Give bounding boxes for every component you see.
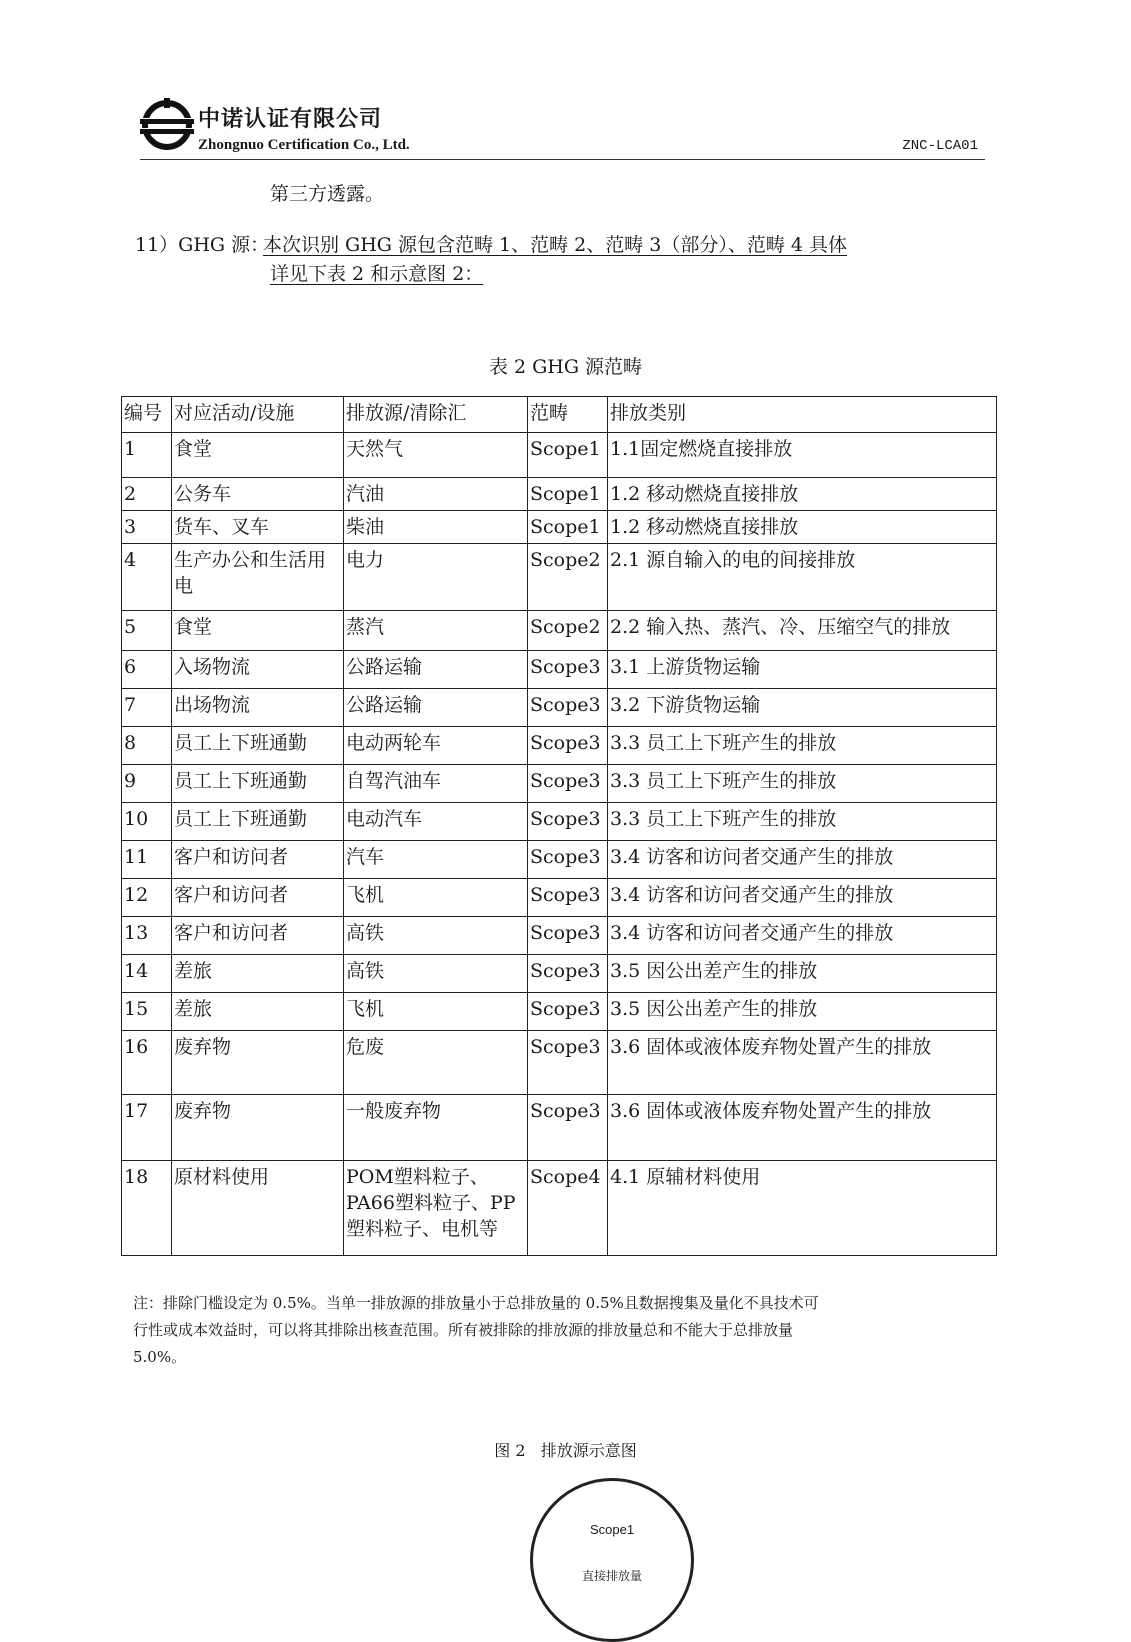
table-row xyxy=(122,993,997,1031)
row-source: 高铁 xyxy=(344,917,528,955)
item-11-prefix: 11）GHG 源： xyxy=(135,234,270,256)
row-number: 14 xyxy=(122,955,172,993)
row-category: 3.1 上游货物运输 xyxy=(608,651,997,689)
row-category: 1.2 移动燃烧直接排放 xyxy=(608,511,997,544)
row-source: 电力 xyxy=(344,544,528,611)
table-row xyxy=(122,511,997,544)
note-line-2: 行性或成本效益时，可以将其排除出核查范围。所有被排除的排放源的排放量总和不能大于总排放量 xyxy=(133,1321,794,1339)
row-scope: Scope1 xyxy=(528,478,608,511)
row-scope: Scope2 xyxy=(528,544,608,611)
row-number: 8 xyxy=(122,727,172,765)
row-scope: Scope3 xyxy=(528,993,608,1031)
row-source: 汽车 xyxy=(344,841,528,879)
row-activity: 客户和访问者 xyxy=(172,879,344,917)
ghg-source-table xyxy=(121,396,997,1256)
row-scope: Scope4 xyxy=(528,1161,608,1256)
row-scope: Scope3 xyxy=(528,841,608,879)
row-category: 3.6 固体或液体废弃物处置产生的排放 xyxy=(608,1095,997,1161)
row-source: 柴油 xyxy=(344,511,528,544)
row-source: 公路运输 xyxy=(344,651,528,689)
row-activity: 客户和访问者 xyxy=(172,841,344,879)
header-activity: 对应活动/设施 xyxy=(172,397,344,433)
row-number: 11 xyxy=(122,841,172,879)
row-number: 18 xyxy=(122,1161,172,1256)
note-line-1: 注：排除门槛设定为 0.5%。当单一排放源的排放量小于总排放量的 0.5%且数据搜集及量化不具技术可 xyxy=(133,1294,819,1312)
row-activity: 出场物流 xyxy=(172,689,344,727)
row-scope: Scope3 xyxy=(528,1031,608,1095)
table-row xyxy=(122,544,997,611)
header-source: 排放源/清除汇 xyxy=(344,397,528,433)
company-name-cn: 中诺认证有限公司 xyxy=(198,107,383,132)
row-scope: Scope2 xyxy=(528,611,608,651)
item-11-line-1: 本次识别 GHG 源包含范畴 1、范畴 2、范畴 3（部分）、范畴 4 具体 xyxy=(263,234,848,256)
table-row xyxy=(122,803,997,841)
row-number: 10 xyxy=(122,803,172,841)
row-source: 自驾汽油车 xyxy=(344,765,528,803)
row-activity: 差旅 xyxy=(172,993,344,1031)
row-number: 15 xyxy=(122,993,172,1031)
row-category: 1.2 移动燃烧直接排放 xyxy=(608,478,997,511)
row-source: 公路运输 xyxy=(344,689,528,727)
row-activity: 食堂 xyxy=(172,611,344,651)
row-activity: 废弃物 xyxy=(172,1095,344,1161)
row-category: 3.3 员工上下班产生的排放 xyxy=(608,765,997,803)
row-activity: 公务车 xyxy=(172,478,344,511)
header-number: 编号 xyxy=(122,397,172,433)
row-activity: 差旅 xyxy=(172,955,344,993)
table-row xyxy=(122,1161,997,1256)
row-category: 3.4 访客和访问者交通产生的排放 xyxy=(608,879,997,917)
row-number: 9 xyxy=(122,765,172,803)
row-category: 3.6 固体或液体废弃物处置产生的排放 xyxy=(608,1031,997,1095)
row-category: 1.1固定燃烧直接排放 xyxy=(608,433,997,478)
row-number: 7 xyxy=(122,689,172,727)
table-title: 表 2 GHG 源范畴 xyxy=(488,356,643,378)
row-activity: 货车、叉车 xyxy=(172,511,344,544)
company-name-en: Zhongnuo Certification Co., Ltd. xyxy=(198,137,410,153)
table-row xyxy=(122,955,997,993)
row-number: 12 xyxy=(122,879,172,917)
row-number: 5 xyxy=(122,611,172,651)
item-11-line-2: 详见下表 2 和示意图 2： xyxy=(270,263,484,285)
row-scope: Scope3 xyxy=(528,803,608,841)
row-number: 16 xyxy=(122,1031,172,1095)
row-scope: Scope3 xyxy=(528,917,608,955)
scope1-label: Scope1 xyxy=(589,1522,635,1537)
row-activity: 员工上下班通勤 xyxy=(172,803,344,841)
row-source: 蒸汽 xyxy=(344,611,528,651)
row-category: 3.2 下游货物运输 xyxy=(608,689,997,727)
table-row xyxy=(122,651,997,689)
row-activity: 入场物流 xyxy=(172,651,344,689)
row-number: 4 xyxy=(122,544,172,611)
note-line-3: 5.0%。 xyxy=(133,1348,187,1366)
row-source: 危废 xyxy=(344,1031,528,1095)
document-code: ZNC-LCA01 xyxy=(902,138,978,154)
row-category: 3.3 员工上下班产生的排放 xyxy=(608,727,997,765)
row-scope: Scope1 xyxy=(528,433,608,478)
row-number: 6 xyxy=(122,651,172,689)
table-row xyxy=(122,433,997,478)
row-scope: Scope3 xyxy=(528,765,608,803)
row-category: 2.1 源自输入的电的间接排放 xyxy=(608,544,997,611)
header-category: 排放类别 xyxy=(608,397,997,433)
row-activity: 员工上下班通勤 xyxy=(172,765,344,803)
row-activity: 员工上下班通勤 xyxy=(172,727,344,765)
row-source: 飞机 xyxy=(344,993,528,1031)
exclusion-note xyxy=(133,1290,983,1371)
table-row xyxy=(122,727,997,765)
row-number: 2 xyxy=(122,478,172,511)
row-scope: Scope1 xyxy=(528,511,608,544)
row-category: 2.2 输入热、蒸汽、冷、压缩空气的排放 xyxy=(608,611,997,651)
scope1-circle xyxy=(530,1478,694,1642)
table-row xyxy=(122,478,997,511)
row-scope: Scope3 xyxy=(528,1095,608,1161)
table-row xyxy=(122,917,997,955)
row-number: 17 xyxy=(122,1095,172,1161)
row-source: 电动两轮车 xyxy=(344,727,528,765)
row-category: 3.4 访客和访问者交通产生的排放 xyxy=(608,841,997,879)
row-category: 3.5 因公出差产生的排放 xyxy=(608,955,997,993)
table-row xyxy=(122,689,997,727)
row-number: 1 xyxy=(122,433,172,478)
row-activity: 生产办公和生活用电 xyxy=(172,544,344,611)
table-row xyxy=(122,765,997,803)
row-scope: Scope3 xyxy=(528,727,608,765)
scope1-sublabel: 直接排放量 xyxy=(581,1569,642,1583)
row-activity: 原材料使用 xyxy=(172,1161,344,1256)
row-scope: Scope3 xyxy=(528,651,608,689)
row-number: 3 xyxy=(122,511,172,544)
table-row xyxy=(122,611,997,651)
header-scope: 范畴 xyxy=(528,397,608,433)
table-header-row xyxy=(122,397,997,433)
row-source: 飞机 xyxy=(344,879,528,917)
table-row xyxy=(122,1095,997,1161)
row-scope: Scope3 xyxy=(528,689,608,727)
row-source: 电动汽车 xyxy=(344,803,528,841)
row-source: POM塑料粒子、PA66塑料粒子、PP塑料粒子、电机等 xyxy=(344,1161,528,1256)
row-source: 天然气 xyxy=(344,433,528,478)
row-scope: Scope3 xyxy=(528,955,608,993)
row-activity: 废弃物 xyxy=(172,1031,344,1095)
row-scope: Scope3 xyxy=(528,879,608,917)
table-row xyxy=(122,879,997,917)
header-divider xyxy=(140,159,985,160)
row-source: 高铁 xyxy=(344,955,528,993)
row-category: 3.5 因公出差产生的排放 xyxy=(608,993,997,1031)
row-category: 3.4 访客和访问者交通产生的排放 xyxy=(608,917,997,955)
continuation-text: 第三方透露。 xyxy=(270,183,385,205)
company-logo-icon xyxy=(140,98,194,152)
row-category: 3.3 员工上下班产生的排放 xyxy=(608,803,997,841)
table-row xyxy=(122,841,997,879)
table-row xyxy=(122,1031,997,1095)
row-number: 13 xyxy=(122,917,172,955)
row-activity: 客户和访问者 xyxy=(172,917,344,955)
row-activity: 食堂 xyxy=(172,433,344,478)
row-source: 一般废弃物 xyxy=(344,1095,528,1161)
row-category: 4.1 原辅材料使用 xyxy=(608,1161,997,1256)
row-source: 汽油 xyxy=(344,478,528,511)
figure-title: 图 2 排放源示意图 xyxy=(494,1441,637,1460)
